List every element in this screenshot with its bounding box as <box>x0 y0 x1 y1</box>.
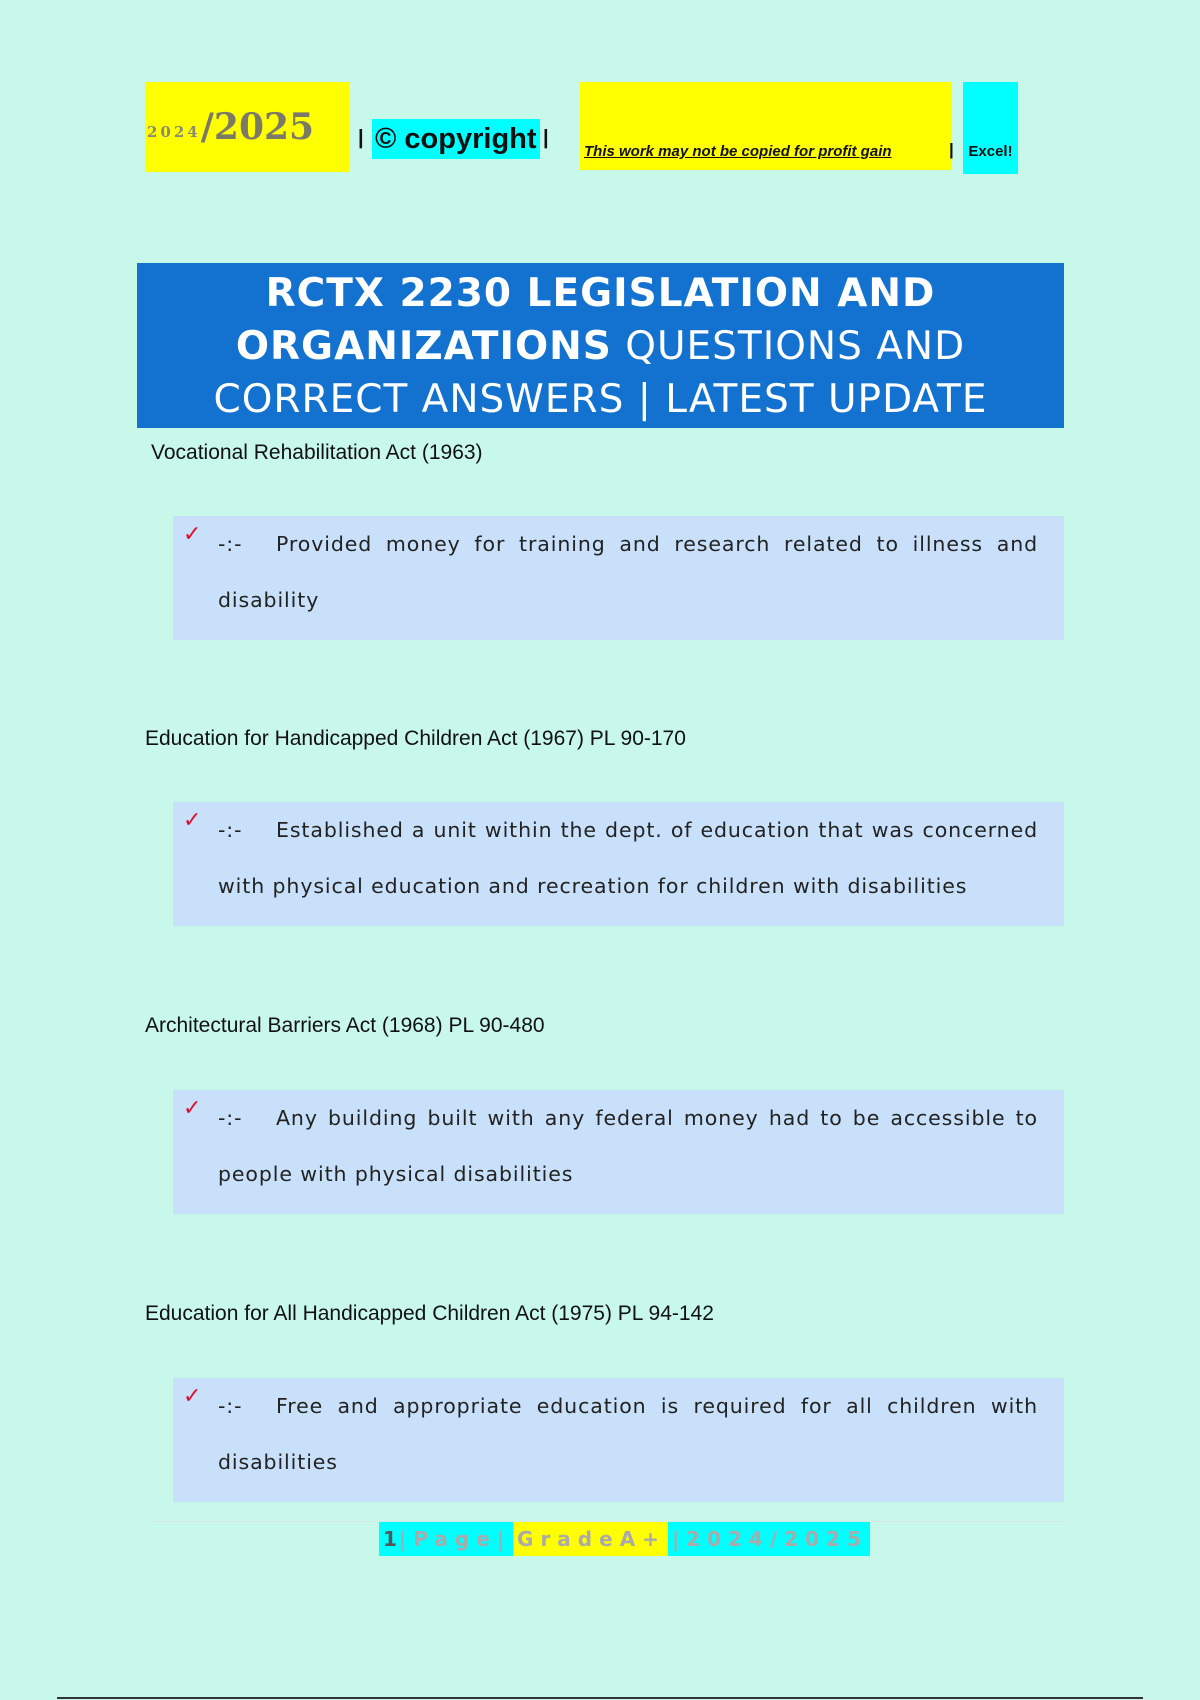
footer-grade: GradeA+ <box>513 1522 668 1556</box>
answer-text: -:- Established a unit within the dept. of education that was concerned with physical education and recreation for children with disabilities <box>218 818 1038 898</box>
answer-text: -:- Provided money for training and research related to illness and disability <box>218 532 1038 612</box>
footer-page-label: |Page| <box>398 1527 512 1551</box>
answer-box <box>173 1090 1064 1214</box>
checkmark-icon: ✓ <box>183 522 202 547</box>
answer-text: -:- Any building built with any federal money had to be accessible to people with physical disabilities <box>218 1106 1038 1186</box>
answer-box <box>173 802 1064 926</box>
header-year-small: 2024 <box>147 123 201 141</box>
header-separator: | <box>949 140 954 159</box>
footer-year: |2024/2025 <box>668 1522 870 1556</box>
footer-page-number: 1 <box>383 1527 399 1551</box>
answer-box <box>173 1378 1064 1502</box>
page-bottom-rule <box>57 1697 1143 1699</box>
checkmark-icon: ✓ <box>183 1384 202 1409</box>
header-separator: | <box>358 127 364 149</box>
footer-page-segment <box>379 1522 513 1556</box>
header-year-big: /2025 <box>200 106 315 148</box>
header-copyright: © copyright <box>372 119 540 159</box>
checkmark-icon: ✓ <box>183 808 202 833</box>
header-notice-text: This work may not be copied for profit gain <box>584 143 892 160</box>
answer-box <box>173 516 1064 640</box>
title-banner <box>137 263 1064 428</box>
question-text: Architectural Barriers Act (1968) PL 90-480 <box>145 1014 545 1037</box>
header-excel-badge: Excel! <box>963 82 1018 174</box>
title-line-2: ORGANIZATIONS QUESTIONS AND <box>235 324 966 369</box>
question-text: Vocational Rehabilitation Act (1963) <box>151 441 483 464</box>
title-line-3: CORRECT ANSWERS | LATEST UPDATE <box>213 377 988 422</box>
checkmark-icon: ✓ <box>183 1096 202 1121</box>
answer-text: -:- Free and appropriate education is required for all children with disabilities <box>218 1394 1038 1474</box>
page-footer <box>379 1522 870 1556</box>
question-text: Education for All Handicapped Children Act (1975) PL 94-142 <box>145 1302 714 1325</box>
title-line-1: RCTX 2230 LEGISLATION AND <box>265 271 936 316</box>
header-separator: | <box>543 127 549 149</box>
question-text: Education for Handicapped Children Act (1967) PL 90-170 <box>145 727 686 750</box>
header-year-box <box>145 82 350 172</box>
header-notice-box <box>580 82 952 170</box>
